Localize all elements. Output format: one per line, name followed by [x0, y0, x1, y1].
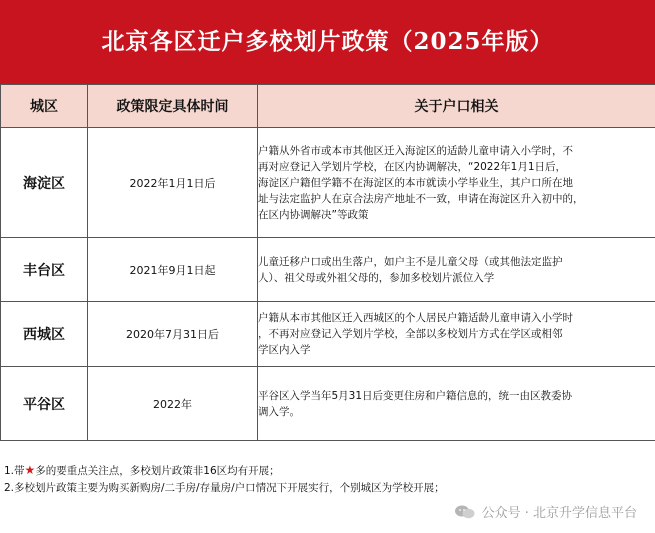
- policy-line: 调入学。: [258, 405, 300, 418]
- policy-line: 平谷区入学当年5月31日后变更住房和户籍信息的，统一由区教委协: [258, 389, 573, 402]
- policy-table: [0, 84, 655, 441]
- policy-line: 再对应登记入学划片学校，在区内协调解决，“2022年1月1日后，: [258, 160, 567, 173]
- footnote-1-text: 多的要重点关注点，多校划片政策非16区均有开展；: [35, 465, 280, 477]
- policy-cell: [258, 302, 655, 367]
- time-cell: 2022年1月1日后: [88, 128, 258, 238]
- policy-line: 在区内协调解决”等政策: [258, 208, 369, 221]
- column-header-hukou: 关于户口相关: [258, 85, 655, 128]
- policy-cell: [258, 367, 655, 441]
- footnote-1: [4, 462, 654, 480]
- district-cell: 丰台区: [1, 238, 88, 302]
- wechat-icon: [454, 504, 476, 520]
- policy-line: 学区内入学: [258, 344, 311, 356]
- policy-line: ，不再对应登记入学划片学校，全部以多校划片方式在学区或相邻: [258, 328, 563, 340]
- time-cell: 2020年7月31日后: [88, 302, 258, 367]
- page-title: 北京各区迁户多校划片政策（2025年版）: [0, 0, 655, 84]
- footnote-1-prefix: 1.带: [4, 465, 25, 477]
- district-cell: 平谷区: [1, 367, 88, 441]
- policy-line: 户籍从本市其他区迁入西城区的个人居民户籍适龄儿童申请入小学时: [258, 312, 573, 324]
- star-icon: ★: [24, 463, 36, 477]
- table-row: [1, 128, 655, 238]
- table-header-row: [1, 85, 655, 128]
- policy-cell: [258, 238, 655, 302]
- policy-line: 户籍从外省市或本市其他区迁入海淀区的适龄儿童申请入小学时，不: [258, 144, 573, 157]
- district-cell: 西城区: [1, 302, 88, 367]
- watermark: [454, 502, 637, 521]
- table-row: [1, 302, 655, 367]
- footnote-2: 2.多校划片政策主要为购买新购房/二手房/存量房/户口情况下开展实行，个别城区为学校开展；: [4, 482, 445, 494]
- watermark-text: 公众号 · 北京升学信息平台: [481, 506, 637, 521]
- table-row: [1, 238, 655, 302]
- district-cell: 海淀区: [1, 128, 88, 238]
- time-cell: 2021年9月1日起: [88, 238, 258, 302]
- column-header-time: 政策限定具体时间: [88, 85, 258, 128]
- footnotes: [4, 462, 654, 497]
- policy-line: 人）、祖父母或外祖父母的，参加多校划片派位入学: [258, 271, 495, 284]
- policy-line: 址与法定监护人在京合法房产地址不一致，申请在海淀区升入初中的，: [258, 192, 584, 205]
- time-cell: 2022年: [88, 367, 258, 441]
- policy-line: 儿童迁移户口或出生落户，如户主不是儿童父母（或其他法定监护: [258, 255, 563, 268]
- table-row: [1, 367, 655, 441]
- policy-line: 海淀区户籍但学籍不在海淀区的本市就读小学毕业生，其户口所在地: [258, 176, 573, 189]
- policy-cell: [258, 128, 655, 238]
- column-header-district: 城区: [1, 85, 88, 128]
